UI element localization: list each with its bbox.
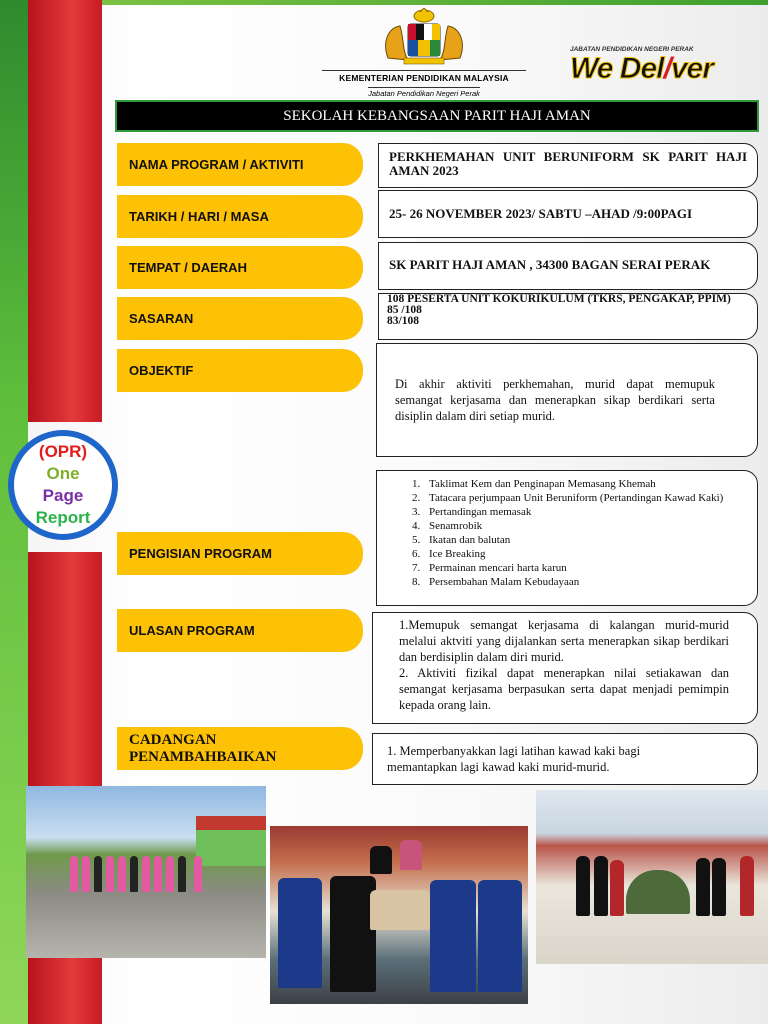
label-improvement-line: CADANGAN — [129, 731, 217, 748]
list-item: 7. Permainan mencari harta karun — [423, 561, 745, 575]
value-date: 25- 26 NOVEMBER 2023/ SABTU –AHAD /9:00PAGI — [378, 190, 758, 238]
review-point: 1.Memupuk semangat kerjasama di kalangan murid-murid melalui aktviti yang dijalankan serta menerapkan sikap berdikari dan berdisiplin dalam diri murid. — [399, 618, 729, 664]
value-target — [378, 293, 758, 340]
list-item: 1. Taklimat Kem dan Penginapan Memasang Khemah — [423, 477, 745, 491]
malaysia-crest-icon — [380, 8, 468, 68]
value-program-content — [376, 470, 758, 606]
list-item: 8. Persembahan Malam Kebudayaan — [423, 575, 745, 589]
we-deliver-logo — [570, 53, 713, 85]
deliver-del: Del — [612, 52, 664, 85]
list-item: 3. Pertandingan memasak — [423, 505, 745, 519]
pen-icon: / — [663, 52, 671, 85]
opr-badge-line: One — [46, 464, 80, 483]
list-item: 2. Tatacara perjumpaan Unit Beruniform (Pertandingan Kawad Kaki) — [423, 491, 745, 505]
red-side-bar-top — [28, 0, 102, 422]
opr-badge — [8, 430, 118, 540]
deliver-caption: JABATAN PENDIDIKAN NEGERI PERAK — [570, 46, 694, 53]
photo-marching-drill — [26, 786, 266, 958]
school-name-banner: SEKOLAH KEBANGSAAN PARIT HAJI AMAN — [115, 100, 759, 132]
opr-badge-line: (OPR) — [38, 442, 88, 461]
value-target-line: 85 /108 — [387, 304, 422, 316]
list-item: 4. Senamrobik — [423, 519, 745, 533]
list-item: 6. Ice Breaking — [423, 547, 745, 561]
label-date: TARIKH / HARI / MASA — [117, 195, 363, 238]
ministry-name: KEMENTERIAN PENDIDIKAN MALAYSIA — [339, 73, 509, 83]
value-improvement: 1. Memperbanyakkan lagi latihan kawad kaki bagi memantapkan lagi kawad kaki murid-murid. — [372, 733, 758, 785]
opr-badge-line: Report — [35, 508, 91, 527]
ministry-title-block — [322, 70, 526, 97]
label-objective: OBJEKTIF — [117, 349, 363, 392]
label-location: TEMPAT / DAERAH — [117, 246, 363, 289]
label-program-name: NAMA PROGRAM / AKTIVITI — [117, 143, 363, 186]
value-program-review — [372, 612, 758, 724]
program-content-list — [393, 477, 745, 589]
label-improvement — [117, 727, 363, 770]
opr-badge-line: Page — [42, 486, 84, 505]
photo-camp-tents — [536, 790, 768, 964]
label-target: SASARAN — [117, 297, 363, 340]
photo-cooking-group — [270, 826, 528, 1004]
label-program-content: PENGISIAN PROGRAM — [117, 532, 363, 575]
ministry-subtitle: Jabatan Pendidikan Negeri Perak — [368, 89, 480, 98]
value-target-line: 108 PESERTA UNIT KOKURIKULUM (TKRS, PENGAKAP, PPIM) — [387, 293, 731, 305]
label-improvement-line: PENAMBAHBAIKAN — [129, 748, 277, 765]
value-target-line: 83/108 — [387, 315, 419, 327]
list-item: 5. Ikatan dan balutan — [423, 533, 745, 547]
top-green-line — [102, 0, 768, 5]
value-objective: Di akhir aktiviti perkhemahan, murid dapat memupuk semangat kerjasama dan menerapkan sikap berdikari serta disiplin dalam diri setiap murid. — [376, 343, 758, 457]
value-program-name: PERKHEMAHAN UNIT BERUNIFORM SK PARIT HAJI AMAN 2023 — [378, 143, 758, 188]
deliver-ver: ver — [670, 52, 713, 85]
label-program-review: ULASAN PROGRAM — [117, 609, 363, 652]
review-point: 2. Aktiviti fizikal dapat menerapkan nilai setiakawan dan semangat kerjasama berpasukan serta dapat menjadi pemimpin kepada orang lain. — [399, 666, 729, 712]
value-location: SK PARIT HAJI AMAN , 34300 BAGAN SERAI PERAK — [378, 242, 758, 290]
deliver-we: We — [570, 52, 613, 85]
